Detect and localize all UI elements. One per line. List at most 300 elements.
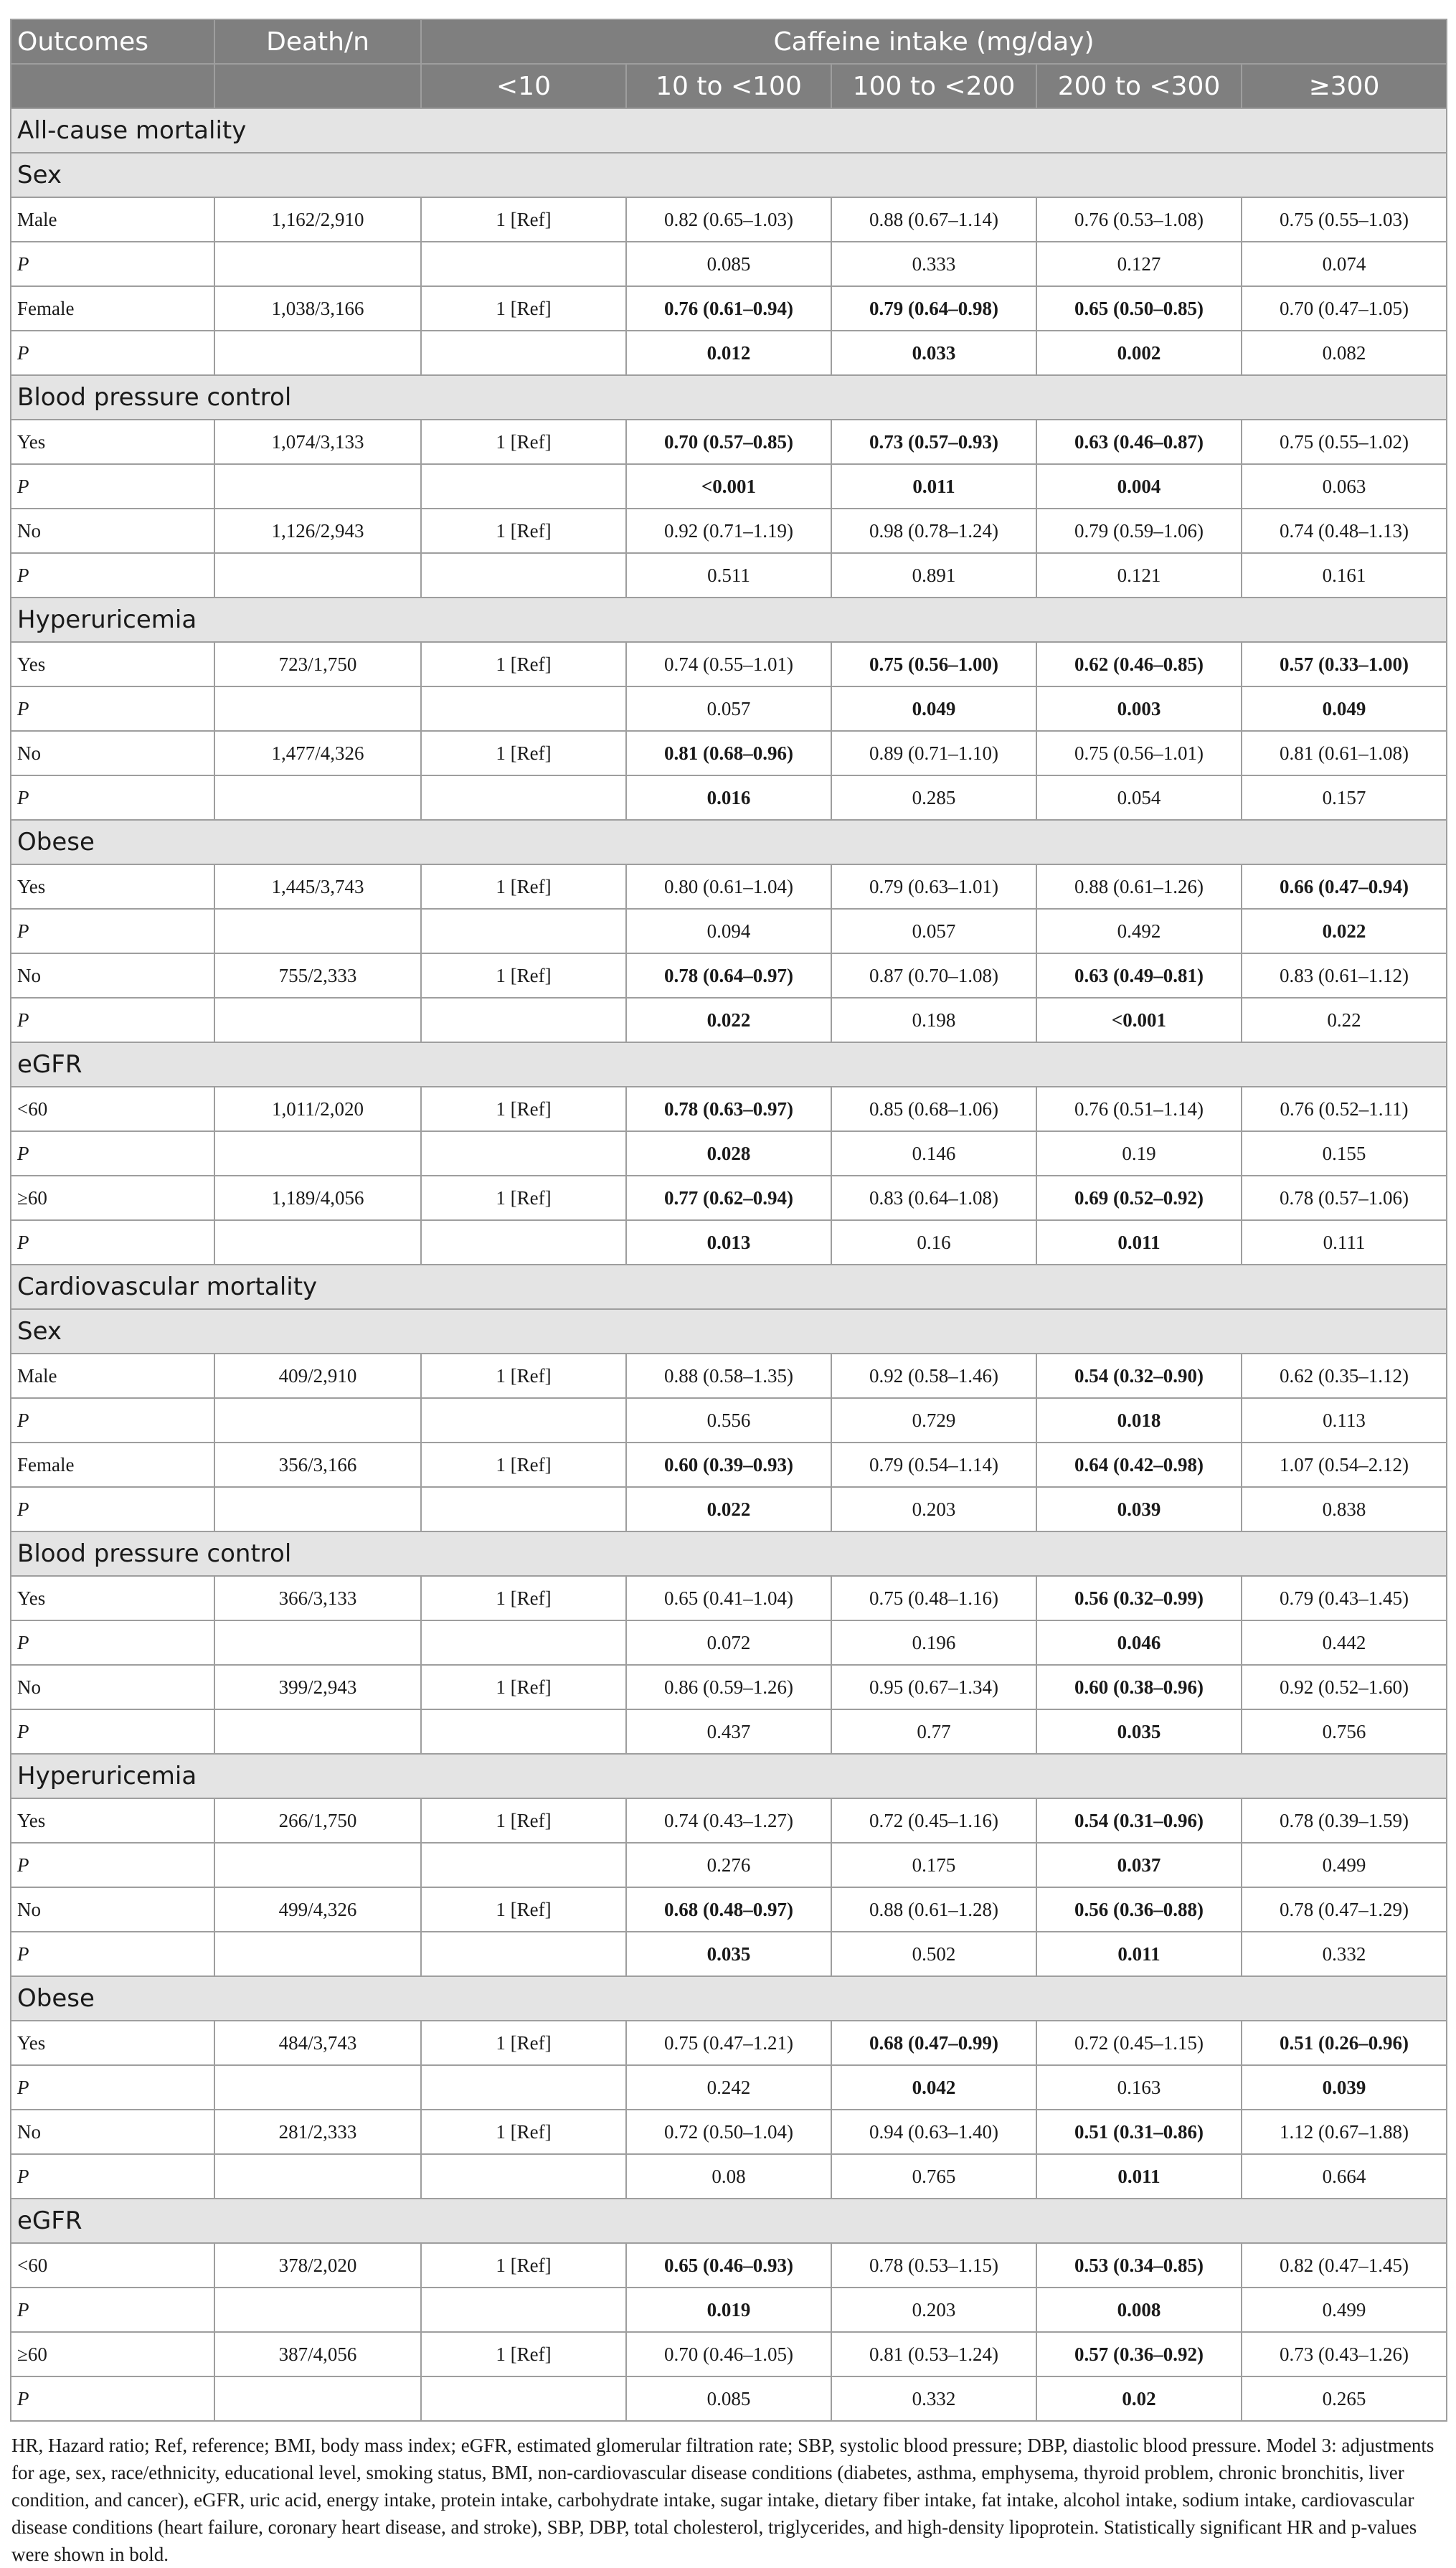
hr-cell: 0.82 (0.65–1.03) (626, 197, 831, 242)
empty-cell (421, 242, 626, 286)
row-label: Yes (11, 642, 214, 686)
header-row-2 (11, 64, 1447, 108)
outcome-section-row (11, 1265, 1447, 1309)
p-value-cell: 0.492 (1036, 909, 1242, 953)
p-value-cell: 0.074 (1242, 242, 1447, 286)
hr-cell: 0.81 (0.53–1.24) (831, 2332, 1036, 2376)
hr-cell: 0.81 (0.68–0.96) (626, 731, 831, 775)
p-value-cell: 0.16 (831, 1220, 1036, 1265)
death-count-cell: 1,162/2,910 (214, 197, 421, 242)
hr-cell: 0.80 (0.61–1.04) (626, 864, 831, 909)
death-count-cell: 366/3,133 (214, 1576, 421, 1620)
hr-cell: 0.60 (0.39–0.93) (626, 1443, 831, 1487)
p-value-row (11, 464, 1447, 509)
empty-cell (421, 2376, 626, 2421)
hr-cell: 0.65 (0.41–1.04) (626, 1576, 831, 1620)
empty-cell (421, 998, 626, 1042)
outcome-title: All-cause mortality (11, 108, 1447, 153)
p-value-row (11, 2154, 1447, 2199)
reference-cell: 1 [Ref] (421, 1665, 626, 1709)
p-value-row (11, 775, 1447, 820)
death-count-cell: 1,126/2,943 (214, 509, 421, 553)
hr-cell: 0.76 (0.52–1.11) (1242, 1087, 1447, 1131)
results-table (10, 19, 1447, 2422)
hr-cell: 0.79 (0.43–1.45) (1242, 1576, 1447, 1620)
reference-cell: 1 [Ref] (421, 1798, 626, 1843)
p-value-cell: 0.19 (1036, 1131, 1242, 1176)
hr-cell: 0.78 (0.39–1.59) (1242, 1798, 1447, 1843)
reference-cell: 1 [Ref] (421, 420, 626, 464)
death-count-cell: 1,189/4,056 (214, 1176, 421, 1220)
table-row (11, 864, 1447, 909)
table-row (11, 2332, 1447, 2376)
hr-cell: 0.94 (0.63–1.40) (831, 2110, 1036, 2154)
hr-cell: 0.74 (0.48–1.13) (1242, 509, 1447, 553)
p-value-cell: 0.035 (1036, 1709, 1242, 1754)
table-row (11, 197, 1447, 242)
empty-cell (214, 2288, 421, 2332)
empty-cell (421, 2154, 626, 2199)
p-value-cell: 0.332 (1242, 1932, 1447, 1976)
hr-cell: 0.73 (0.57–0.93) (831, 420, 1036, 464)
hr-cell: 0.87 (0.70–1.08) (831, 953, 1036, 998)
hr-cell: 0.88 (0.67–1.14) (831, 197, 1036, 242)
subgroup-title: Obese (11, 820, 1447, 864)
hr-cell: 0.57 (0.33–1.00) (1242, 642, 1447, 686)
table-row (11, 2243, 1447, 2288)
header-empty (214, 64, 421, 108)
table-row (11, 286, 1447, 331)
hr-cell: 0.54 (0.31–0.96) (1036, 1798, 1242, 1843)
row-label: No (11, 1887, 214, 1932)
empty-cell (421, 1398, 626, 1443)
row-label: ≥60 (11, 2332, 214, 2376)
reference-cell: 1 [Ref] (421, 1087, 626, 1131)
p-value-cell: 0.242 (626, 2065, 831, 2110)
subgroup-title: Hyperuricemia (11, 1754, 1447, 1798)
table-row (11, 1087, 1447, 1131)
hr-cell: 0.92 (0.52–1.60) (1242, 1665, 1447, 1709)
hr-cell: 0.51 (0.26–0.96) (1242, 2021, 1447, 2065)
p-label: P (11, 909, 214, 953)
p-value-row (11, 2288, 1447, 2332)
p-value-cell: 0.008 (1036, 2288, 1242, 2332)
p-value-cell: 0.265 (1242, 2376, 1447, 2421)
subgroup-row (11, 153, 1447, 197)
hr-cell: 0.82 (0.47–1.45) (1242, 2243, 1447, 2288)
empty-cell (214, 464, 421, 509)
row-label: Yes (11, 2021, 214, 2065)
p-value-cell: 0.022 (1242, 909, 1447, 953)
hr-cell: 0.70 (0.47–1.05) (1242, 286, 1447, 331)
p-value-cell: 0.039 (1242, 2065, 1447, 2110)
hr-cell: 0.62 (0.46–0.85) (1036, 642, 1242, 686)
table-row (11, 642, 1447, 686)
row-label: Yes (11, 1576, 214, 1620)
table-row (11, 420, 1447, 464)
p-label: P (11, 686, 214, 731)
subgroup-row (11, 1042, 1447, 1087)
hr-cell: 0.75 (0.55–1.03) (1242, 197, 1447, 242)
reference-cell: 1 [Ref] (421, 286, 626, 331)
p-value-cell: 0.333 (831, 242, 1036, 286)
p-value-cell: 0.011 (1036, 2154, 1242, 2199)
row-label: Male (11, 197, 214, 242)
hr-cell: 0.64 (0.42–0.98) (1036, 1443, 1242, 1487)
subgroup-title: Hyperuricemia (11, 598, 1447, 642)
hr-cell: 0.75 (0.56–1.01) (1036, 731, 1242, 775)
p-value-row (11, 1709, 1447, 1754)
hr-cell: 0.88 (0.61–1.26) (1036, 864, 1242, 909)
empty-cell (214, 686, 421, 731)
reference-cell: 1 [Ref] (421, 642, 626, 686)
table-row (11, 1798, 1447, 1843)
reference-cell: 1 [Ref] (421, 2110, 626, 2154)
empty-cell (421, 686, 626, 731)
table-document (10, 19, 1446, 2568)
hr-cell: 0.83 (0.61–1.12) (1242, 953, 1447, 998)
header-level-5: ≥300 (1242, 64, 1447, 108)
empty-cell (214, 1932, 421, 1976)
reference-cell: 1 [Ref] (421, 2243, 626, 2288)
hr-cell: 0.95 (0.67–1.34) (831, 1665, 1036, 1709)
p-label: P (11, 2154, 214, 2199)
reference-cell: 1 [Ref] (421, 1443, 626, 1487)
p-value-cell: 0.77 (831, 1709, 1036, 1754)
p-value-row (11, 1398, 1447, 1443)
hr-cell: 0.73 (0.43–1.26) (1242, 2332, 1447, 2376)
table-body (11, 108, 1447, 2421)
p-value-row (11, 1487, 1447, 1531)
hr-cell: 0.92 (0.71–1.19) (626, 509, 831, 553)
p-label: P (11, 1843, 214, 1887)
hr-cell: 0.76 (0.53–1.08) (1036, 197, 1242, 242)
hr-cell: 0.74 (0.43–1.27) (626, 1798, 831, 1843)
p-value-cell: 0.146 (831, 1131, 1036, 1176)
outcome-section-row (11, 108, 1447, 153)
p-value-cell: 0.113 (1242, 1398, 1447, 1443)
empty-cell (421, 2288, 626, 2332)
p-value-cell: 0.203 (831, 1487, 1036, 1531)
p-label: P (11, 242, 214, 286)
empty-cell (421, 2065, 626, 2110)
hr-cell: 0.78 (0.47–1.29) (1242, 1887, 1447, 1932)
subgroup-title: Blood pressure control (11, 375, 1447, 420)
p-value-cell: 0.155 (1242, 1131, 1447, 1176)
p-value-cell: 0.028 (626, 1131, 831, 1176)
subgroup-row (11, 1976, 1447, 2021)
reference-cell: 1 [Ref] (421, 1887, 626, 1932)
table-row (11, 1176, 1447, 1220)
p-value-cell: 0.02 (1036, 2376, 1242, 2421)
hr-cell: 0.53 (0.34–0.85) (1036, 2243, 1242, 2288)
hr-cell: 0.79 (0.54–1.14) (831, 1443, 1036, 1487)
empty-cell (421, 775, 626, 820)
reference-cell: 1 [Ref] (421, 197, 626, 242)
empty-cell (214, 331, 421, 375)
empty-cell (214, 1398, 421, 1443)
empty-cell (214, 1487, 421, 1531)
row-label: Female (11, 1443, 214, 1487)
p-value-cell: 0.016 (626, 775, 831, 820)
row-label: Yes (11, 1798, 214, 1843)
death-count-cell: 1,038/3,166 (214, 286, 421, 331)
header-level-1: <10 (421, 64, 626, 108)
p-value-cell: 0.161 (1242, 553, 1447, 598)
p-value-cell: 0.285 (831, 775, 1036, 820)
p-value-cell: 0.022 (626, 998, 831, 1042)
hr-cell: 0.51 (0.31–0.86) (1036, 2110, 1242, 2154)
p-value-cell: 0.042 (831, 2065, 1036, 2110)
row-label: <60 (11, 1087, 214, 1131)
header-empty (11, 64, 214, 108)
hr-cell: 0.70 (0.57–0.85) (626, 420, 831, 464)
p-value-cell: 0.037 (1036, 1843, 1242, 1887)
p-label: P (11, 2288, 214, 2332)
hr-cell: 0.74 (0.55–1.01) (626, 642, 831, 686)
hr-cell: 0.72 (0.45–1.16) (831, 1798, 1036, 1843)
row-label: ≥60 (11, 1176, 214, 1220)
empty-cell (214, 2154, 421, 2199)
p-value-cell: 0.004 (1036, 464, 1242, 509)
hr-cell: 0.85 (0.68–1.06) (831, 1087, 1036, 1131)
p-value-cell: 0.891 (831, 553, 1036, 598)
hr-cell: 0.88 (0.61–1.28) (831, 1887, 1036, 1932)
empty-cell (214, 1843, 421, 1887)
p-value-cell: 0.196 (831, 1620, 1036, 1665)
empty-cell (214, 909, 421, 953)
p-value-cell: 0.085 (626, 242, 831, 286)
subgroup-title: Sex (11, 1309, 1447, 1354)
p-value-cell: 0.049 (1242, 686, 1447, 731)
p-value-cell: 0.063 (1242, 464, 1447, 509)
empty-cell (421, 464, 626, 509)
table-footnote: HR, Hazard ratio; Ref, reference; BMI, body mass index; eGFR, estimated glomerular filtration rate; SBP, systolic blood pressure; DBP, diastolic blood pressure. Model 3: adjustments for age, sex, race/ethnicity, educational level, smoking status, BMI, non-cardiovascular disease conditions (diabetes, asthma, emphysema, thyroid problem, chronic bronchitis, liver condition, and cancer), eGFR, uric acid, energy intake, protein intake, carbohydrate intake, sugar intake, dietary fiber intake, fat intake, alcohol intake, sodium intake, cardiovascular disease conditions (heart failure, coronary heart disease, and stroke), SBP, DBP, total cholesterol, triglycerides, and high-density lipoprotein. Statistically significant HR and p-values were shown in bold. (11, 2435, 1434, 2565)
hr-cell: 0.88 (0.58–1.35) (626, 1354, 831, 1398)
p-value-row (11, 553, 1447, 598)
p-value-cell: 0.276 (626, 1843, 831, 1887)
header-row-1 (11, 19, 1447, 64)
empty-cell (421, 1487, 626, 1531)
table-row (11, 1665, 1447, 1709)
p-value-row (11, 2376, 1447, 2421)
p-value-cell: 0.033 (831, 331, 1036, 375)
p-label: P (11, 331, 214, 375)
empty-cell (214, 775, 421, 820)
table-row (11, 1354, 1447, 1398)
hr-cell: 1.07 (0.54–2.12) (1242, 1443, 1447, 1487)
p-value-row (11, 1620, 1447, 1665)
p-value-cell: 0.054 (1036, 775, 1242, 820)
p-value-cell: 0.127 (1036, 242, 1242, 286)
hr-cell: 0.86 (0.59–1.26) (626, 1665, 831, 1709)
hr-cell: 0.75 (0.48–1.16) (831, 1576, 1036, 1620)
hr-cell: 0.81 (0.61–1.08) (1242, 731, 1447, 775)
p-label: P (11, 1398, 214, 1443)
p-value-cell: 0.111 (1242, 1220, 1447, 1265)
hr-cell: 0.62 (0.35–1.12) (1242, 1354, 1447, 1398)
p-value-cell: 0.019 (626, 2288, 831, 2332)
empty-cell (421, 1220, 626, 1265)
p-label: P (11, 1932, 214, 1976)
p-value-cell: 0.175 (831, 1843, 1036, 1887)
p-value-row (11, 1932, 1447, 1976)
p-value-cell: 0.729 (831, 1398, 1036, 1443)
p-value-cell: 0.002 (1036, 331, 1242, 375)
hr-cell: 0.79 (0.64–0.98) (831, 286, 1036, 331)
reference-cell: 1 [Ref] (421, 731, 626, 775)
p-value-cell: 0.838 (1242, 1487, 1447, 1531)
p-value-cell: 0.011 (1036, 1220, 1242, 1265)
empty-cell (421, 909, 626, 953)
row-label: No (11, 731, 214, 775)
hr-cell: 0.75 (0.47–1.21) (626, 2021, 831, 2065)
empty-cell (421, 1932, 626, 1976)
p-value-row (11, 1843, 1447, 1887)
empty-cell (421, 1843, 626, 1887)
p-value-cell: 0.072 (626, 1620, 831, 1665)
subgroup-row (11, 1309, 1447, 1354)
hr-cell: 0.70 (0.46–1.05) (626, 2332, 831, 2376)
subgroup-row (11, 820, 1447, 864)
p-value-cell: 0.163 (1036, 2065, 1242, 2110)
death-count-cell: 1,074/3,133 (214, 420, 421, 464)
table-row (11, 1443, 1447, 1487)
hr-cell: 0.66 (0.47–0.94) (1242, 864, 1447, 909)
subgroup-row (11, 598, 1447, 642)
header-level-3: 100 to <200 (831, 64, 1036, 108)
p-value-row (11, 1220, 1447, 1265)
hr-cell: 0.72 (0.50–1.04) (626, 2110, 831, 2154)
row-label: No (11, 2110, 214, 2154)
subgroup-row (11, 1754, 1447, 1798)
p-value-cell: 0.018 (1036, 1398, 1242, 1443)
p-value-cell: 0.499 (1242, 2288, 1447, 2332)
empty-cell (421, 553, 626, 598)
death-count-cell: 1,011/2,020 (214, 1087, 421, 1131)
p-label: P (11, 1131, 214, 1176)
p-value-cell: 0.756 (1242, 1709, 1447, 1754)
p-label: P (11, 1220, 214, 1265)
p-value-cell: 0.332 (831, 2376, 1036, 2421)
p-value-cell: 0.049 (831, 686, 1036, 731)
hr-cell: 0.57 (0.36–0.92) (1036, 2332, 1242, 2376)
subgroup-row (11, 375, 1447, 420)
empty-cell (214, 1220, 421, 1265)
hr-cell: 0.79 (0.59–1.06) (1036, 509, 1242, 553)
death-count-cell: 484/3,743 (214, 2021, 421, 2065)
hr-cell: 0.92 (0.58–1.46) (831, 1354, 1036, 1398)
header-death: Death/n (214, 19, 421, 64)
p-label: P (11, 775, 214, 820)
hr-cell: 0.98 (0.78–1.24) (831, 509, 1036, 553)
p-value-cell: 0.121 (1036, 553, 1242, 598)
p-value-cell: 0.511 (626, 553, 831, 598)
hr-cell: 0.56 (0.32–0.99) (1036, 1576, 1242, 1620)
p-value-cell: 0.198 (831, 998, 1036, 1042)
p-value-cell: 0.502 (831, 1932, 1036, 1976)
p-value-row (11, 998, 1447, 1042)
p-value-cell: 0.003 (1036, 686, 1242, 731)
subgroup-row (11, 2199, 1447, 2243)
hr-cell: 0.63 (0.46–0.87) (1036, 420, 1242, 464)
row-label: Yes (11, 420, 214, 464)
row-label: No (11, 1665, 214, 1709)
death-count-cell: 266/1,750 (214, 1798, 421, 1843)
hr-cell: 0.54 (0.32–0.90) (1036, 1354, 1242, 1398)
outcome-title: Cardiovascular mortality (11, 1265, 1447, 1309)
hr-cell: 0.78 (0.53–1.15) (831, 2243, 1036, 2288)
reference-cell: 1 [Ref] (421, 1354, 626, 1398)
empty-cell (421, 1131, 626, 1176)
p-label: P (11, 2376, 214, 2421)
p-value-cell: 0.022 (626, 1487, 831, 1531)
hr-cell: 1.12 (0.67–1.88) (1242, 2110, 1447, 2154)
hr-cell: 0.76 (0.61–0.94) (626, 286, 831, 331)
p-value-cell: 0.039 (1036, 1487, 1242, 1531)
empty-cell (421, 1620, 626, 1665)
p-value-row (11, 2065, 1447, 2110)
p-value-cell: 0.082 (1242, 331, 1447, 375)
p-value-cell: 0.499 (1242, 1843, 1447, 1887)
p-value-cell: 0.437 (626, 1709, 831, 1754)
empty-cell (214, 998, 421, 1042)
hr-cell: 0.68 (0.47–0.99) (831, 2021, 1036, 2065)
subgroup-title: eGFR (11, 1042, 1447, 1087)
p-value-cell: 0.765 (831, 2154, 1036, 2199)
p-value-cell: 0.08 (626, 2154, 831, 2199)
hr-cell: 0.89 (0.71–1.10) (831, 731, 1036, 775)
p-value-cell: 0.22 (1242, 998, 1447, 1042)
death-count-cell: 499/4,326 (214, 1887, 421, 1932)
hr-cell: 0.65 (0.50–0.85) (1036, 286, 1242, 331)
row-label: No (11, 509, 214, 553)
p-value-cell: 0.057 (626, 686, 831, 731)
p-label: P (11, 1487, 214, 1531)
empty-cell (214, 2376, 421, 2421)
reference-cell: 1 [Ref] (421, 2021, 626, 2065)
reference-cell: 1 [Ref] (421, 1176, 626, 1220)
hr-cell: 0.68 (0.48–0.97) (626, 1887, 831, 1932)
empty-cell (214, 1131, 421, 1176)
p-value-cell: 0.442 (1242, 1620, 1447, 1665)
table-row (11, 731, 1447, 775)
p-label: P (11, 1620, 214, 1665)
hr-cell: 0.75 (0.56–1.00) (831, 642, 1036, 686)
p-label: P (11, 553, 214, 598)
table-row (11, 1887, 1447, 1932)
p-label: P (11, 464, 214, 509)
p-value-cell: <0.001 (1036, 998, 1242, 1042)
p-value-cell: 0.085 (626, 2376, 831, 2421)
row-label: Yes (11, 864, 214, 909)
p-value-cell: 0.046 (1036, 1620, 1242, 1665)
empty-cell (214, 2065, 421, 2110)
hr-cell: 0.65 (0.46–0.93) (626, 2243, 831, 2288)
reference-cell: 1 [Ref] (421, 1576, 626, 1620)
subgroup-title: Obese (11, 1976, 1447, 2021)
empty-cell (214, 1709, 421, 1754)
row-label: Female (11, 286, 214, 331)
death-count-cell: 356/3,166 (214, 1443, 421, 1487)
p-value-cell: 0.011 (1036, 1932, 1242, 1976)
p-label: P (11, 1709, 214, 1754)
p-label: P (11, 998, 214, 1042)
p-value-row (11, 909, 1447, 953)
row-label: No (11, 953, 214, 998)
p-value-row (11, 331, 1447, 375)
p-value-cell: 0.057 (831, 909, 1036, 953)
